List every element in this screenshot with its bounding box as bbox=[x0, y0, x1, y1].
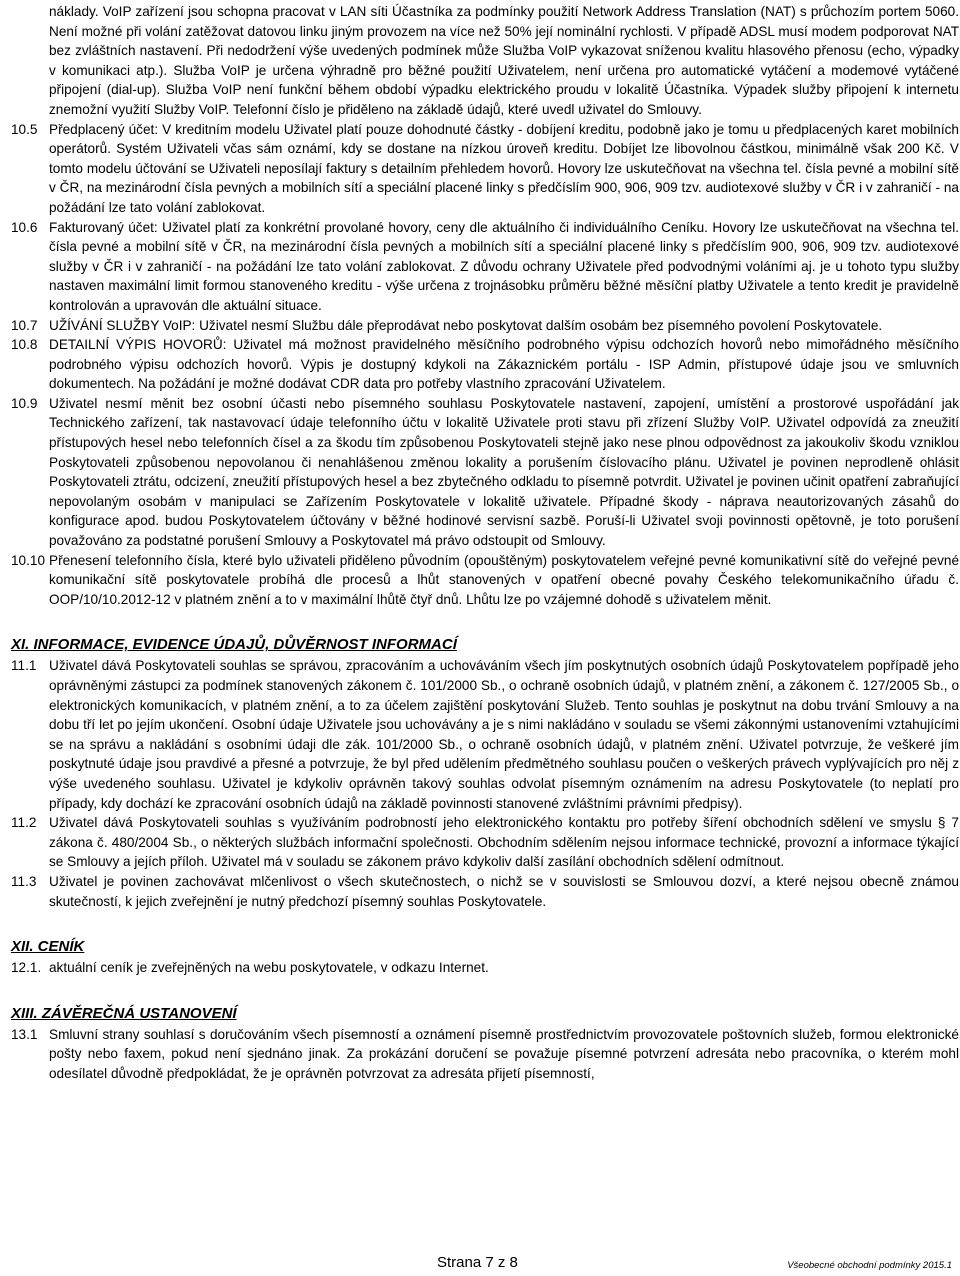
clause-text: Předplacený účet: V kreditním modelu Uživatel platí pouze dohodnuté částky - dobíjení kreditu, podobně jako je tomu u předplacených karet mobilních operátorů. Systém Uživateli včas sám oznámí, kdy se dostane na nízkou úroveň kreditu. Dobíjet lze libovolnou částkou, minimálně však 200 Kč. V tomto modelu účtování se Uživateli neposílají faktury s detailním přehledem hovorů. Hovory lze uskutečňovat na všechna tel. čísla pevné a mobilní sítě v ČR, na mezinárodní čísla pevných a mobilních sítí a speciální placené linky s předčíslím 900, 906, 909 tzv. audiotexové služby v ČR i v zahraničí - na požádání lze tato volání zablokovat. bbox=[49, 121, 959, 215]
clause-number: 10.7 bbox=[11, 317, 38, 333]
clause-text: Smluvní strany souhlasí s doručováním všech písemností a oznámení písemně prostřednictvím provozovatele poštovních služeb, formou elektronické pošty nebo faxem, pokud není sjednáno jinak. Za prokázání doručení se považuje písemné potvrzení adresáta nebo pracovníka, o kterém mohl odesílatel důvodně předpokládat, že je oprávněn potvrzovat za adresáta přijetí písemností, bbox=[49, 1026, 959, 1081]
clause-13-1 bbox=[11, 1025, 959, 1084]
clause-number: 10.10 bbox=[11, 552, 46, 568]
clause-text: UŽÍVÁNÍ SLUŽBY VoIP: Uživatel nesmí Službu dále přeprodávat nebo poskytovat dalším osobám bez písemného povolení Poskytovatele. bbox=[49, 317, 883, 333]
page-footer bbox=[0, 1254, 960, 1274]
clause-10-9 bbox=[11, 394, 959, 551]
clause-text: Uživatel je povinen zachovávat mlčenlivost o všech skutečnostech, o nichž se v souvislosti se Smlouvou dozví, a které nejsou obecně známou skutečností, k jejich zveřejnění je nutný předchozí písemný souhlas Poskytovatele. bbox=[49, 873, 959, 909]
section-11-title: XI. INFORMACE, EVIDENCE ÚDAJŮ, DŮVĚRNOST INFORMACÍ bbox=[11, 636, 457, 654]
clause-text: Uživatel nesmí měnit bez osobní účasti nebo písemného souhlasu Poskytovatele nastavení, zapojení, umístění a prostorové uspořádání jak Technického zařízení, tak nastavovací údaje telefonního účtu v lokalitě Uživatele proti stavu při zřízení Služby VoIP. Uživatel odpovídá za zneužití přístupových hesel nebo telefonních čísel a za škodu tím způsobenou Poskytovateli stejně jako nese plnou odpovědnost za jakoukoliv škodu vzniklou Poskytovateli způsobenou nepovolanou či nenahlášenou změnou lokality a porušením číslovacího plánu. Uživatel je povinen neprodleně ohlásit Poskytovateli ztrátu, odcizení, zneužití přístupových hesel a bez zbytečného odkladu to písemně potvrdit. Uživatel je povinen učinit opatření zabraňující nepovolaným osobám v manipulaci se Zařízením Poskytovatele v lokalitě uživatele. Případné škody - náprava neautorizovaných zásahů do konfigurace apod. budou Poskytovatelem účtovány v běžné hodinové servisní sazbě. Poruší-li Uživatel svoji povinnosti opětovně, je toto porušení považováno za podstatné porušení Smlouvy a Poskytovatel má právo odstoupit od Smlouvy. bbox=[49, 395, 959, 549]
clause-11-3 bbox=[11, 872, 959, 911]
clause-text: Uživatel dává Poskytovateli souhlas se správou, zpracováním a uchováváním všech jím poskytnutých osobních údajů Poskytovatelem popřípadě jeho oprávněnými zástupci za podmínek stanovených zákonem č. 101/2000 Sb., o ochraně osobních údajů, v platném znění, a zákonem č. 127/2005 Sb., o elektronických komunikacích, v platném znění, a to za účelem zajištění poskytování Služeb. Tento souhlas je poskytnut na dobu trvání Smlouvy a na dobu tří let po jejím ukončení. Osobní údaje Uživatele jsou uchovávány a je s nimi nakládáno v souladu se všemi zákonnými ustanoveními vztahujícími se na správu a nakládání s osobními údaji dle zák. 101/2000 Sb., o ochraně osobních údajů, v platném znění. Uživatel potvrzuje, že veškeré jím poskytnuté údaje jsou pravdivé a přesné a potvrzuje, že byl před udělením předmětného souhlasu poučen o veškerých právech vyplývajících pro něj z výše uvedeného souhlasu. Uživatel je kdykoliv oprávněn takový souhlas odvolat písemným oznámením na adresu Poskytovatele (to neplatí pro případy, kdy dochází ke zpracování osobních údajů na základě povinnosti stanovené zvláštními právními předpisy). bbox=[49, 658, 959, 811]
clause-number: 10.5 bbox=[11, 121, 38, 137]
clause-number: 10.6 bbox=[11, 219, 38, 235]
page-number: Strana 7 z 8 bbox=[437, 1254, 518, 1271]
clause-text: Uživatel dává Poskytovateli souhlas s využíváním podrobností jeho elektronického kontaktu pro potřeby šíření obchodních sdělení ve smyslu § 7 zákona č. 480/2004 Sb., o některých službách informační společnosti. Obchodním sdělením nejsou informace technické, provozní a informace týkající se Smlouvy a jejích příloh. Uživatel má v souladu se zákonem právo kdykoliv další zasílání obchodních sdělení odmítnout. bbox=[49, 815, 959, 870]
clause-11-1 bbox=[11, 656, 959, 813]
section-12-items bbox=[11, 958, 959, 978]
section-12-title: XII. CENÍK bbox=[11, 938, 85, 956]
clause-text: Fakturovaný účet: Uživatel platí za konkrétní provolané hovory, ceny dle aktuálního či individuálního Ceníku. Hovory lze uskutečňovat na všechna tel. čísla pevné a mobilní sítě v ČR, na mezinárodní čísla pevných a mobilních sítí a speciální placené linky s předčíslím 900, 906, 909 tzv. audiotexové služby v ČR i v zahraničí - na požádání lze tato volání zablokovat. Z důvodu ochrany Uživatele před podvodnými voláními aj. je u tohoto typu služby nastaven maximální limit formou stanoveného kreditu - výše určena z trojnásobku průměru běžné měsíční platby Uživatele a tento kredit je pravidelně kontrolován a upravován dle aktuální situace. bbox=[49, 219, 959, 313]
clause-text: Přenesení telefonního čísla, které bylo uživateli přiděleno původním (opouštěným) poskytovatelem veřejné pevné komunikativní sítě do veřejné pevné komunikační sítě poskytovatele probíhá dle procesů a lhůt stanovených v opatření obecné povahy Českého telekomunikačního úřadu č. OOP/10/10.2012-12 v platném znění a to v maximální lhůtě čtyř dnů. Lhůtu lze po vzájemné dohodě s uživatelem měnit. bbox=[49, 552, 959, 607]
section-13-title: XIII. ZÁVĚREČNÁ USTANOVENÍ bbox=[11, 1004, 237, 1022]
section-11-items bbox=[11, 656, 959, 911]
document-body bbox=[11, 2, 959, 1084]
clause-number: 11.3 bbox=[11, 873, 37, 889]
clause-number: 10.9 bbox=[11, 395, 38, 411]
clause-text: aktuální ceník je zveřejněných na webu poskytovatele, v odkazu Internet. bbox=[49, 960, 489, 976]
paragraph-text: náklady. VoIP zařízení jsou schopna pracovat v LAN síti Účastníka za podmínky použití Network Address Translation (NAT) s průchozím portem 5060. Není možné při volání zatěžovat datovou linku jiným provozem na více než 50% její nominální rychlosti. V případě ADSL musí modem podporovat NAT bez zvláštních nastavení. Při nedodržení výše uvedených podmínek může Služba VoIP vykazovat sníženou kvalitu hlasového přenosu (echo, výpadky v komunikaci atp.). Služba VoIP je určena výhradně pro běžné použití Uživatelem, není určena pro automatické vytáčení a modemové vytáčené připojení (dial-up). Služba VoIP není funkční během období výpadku elektrického proudu v lokalitě Účastníka. Výpadek služby připojení k internetu znemožní využití Služby VoIP. Telefonní číslo je přiděleno na základě údajů, které uvedl uživatel do Smlouvy. bbox=[49, 4, 959, 117]
document-version: Všeobecné obchodní podmínky 2015.1 bbox=[787, 1260, 952, 1271]
paragraph-continuation bbox=[11, 2, 959, 120]
clause-10-6 bbox=[11, 218, 959, 316]
section-10-items bbox=[11, 120, 959, 610]
clause-text: DETAILNÍ VÝPIS HOVORŮ: Uživatel má možnost pravidelného měsíčního podrobného výpisu odchozích hovorů nebo mimořádného měsíčního podrobného výpisu odchozích hovorů. Výpis je dostupný kdykoli na Zákaznickém portálu - ISP Admin, přístupové údaje jsou ve smluvních dokumentech. Na požádání je možné dodávat CDR data pro potřeby vlastního zpracování Uživatelem. bbox=[49, 337, 959, 392]
clause-number: 10.8 bbox=[11, 337, 38, 353]
clause-12-1 bbox=[11, 958, 959, 978]
clause-number: 11.1 bbox=[11, 658, 37, 674]
clause-number: 11.2 bbox=[11, 815, 37, 831]
clause-10-8 bbox=[11, 335, 959, 394]
clause-10-10 bbox=[11, 551, 959, 610]
clause-number: 13.1 bbox=[11, 1026, 38, 1042]
clause-10-7 bbox=[11, 316, 959, 336]
section-13-items bbox=[11, 1025, 959, 1084]
clause-11-2 bbox=[11, 813, 959, 872]
clause-10-5 bbox=[11, 120, 959, 218]
clause-number: 12.1. bbox=[11, 960, 42, 976]
